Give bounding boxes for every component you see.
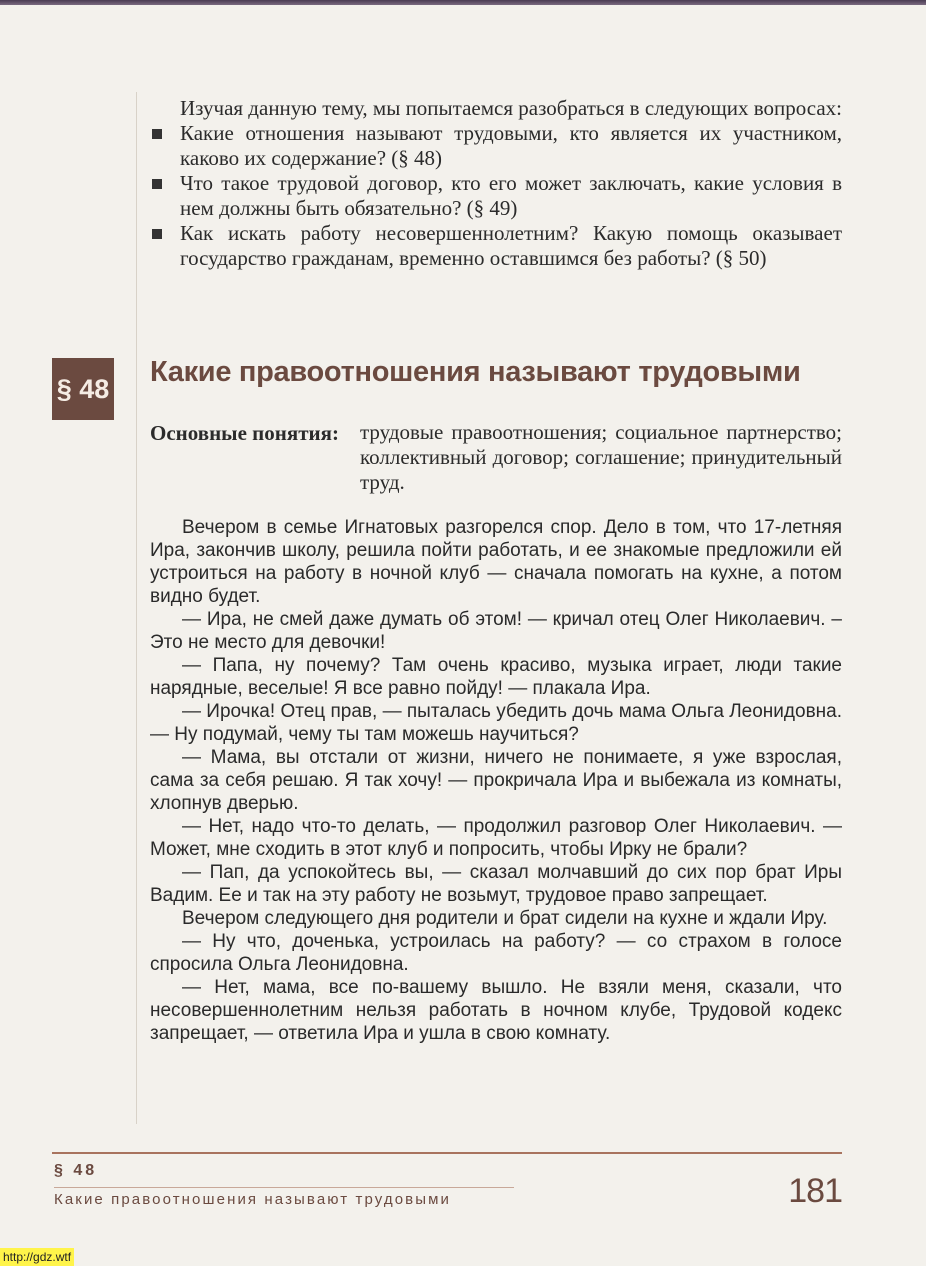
paragraph: — Нет, мама, все по-вашему вышло. Не взяли меня, сказали, что несовершеннолетним нельзя работать в ночном клубе, Трудовой кодекс запрещает, — ответила Ира и ушла в свою комнату. xyxy=(150,977,842,1044)
footer-divider-thin xyxy=(54,1187,514,1188)
section-badge: § 48 xyxy=(52,358,114,420)
list-item xyxy=(180,121,842,171)
story-text xyxy=(150,516,842,1045)
paragraph: — Пап, да успокойтесь вы, — сказал молчавший до сих пор брат Иры Вадим. Ее и так на эту работу не возьмут, трудовое право запрещает. xyxy=(150,862,842,906)
paragraph: — Мама, вы отстали от жизни, ничего не понимаете, я уже взрослая, сама за себя решаю. Я так хочу! — прокричала Ира и выбежала из комнаты, хлопнув дверью. xyxy=(150,747,842,814)
margin-line xyxy=(136,92,137,1124)
footer-section-number: § 48 xyxy=(54,1162,98,1179)
square-bullet-icon xyxy=(152,129,162,139)
paragraph: — Ирочка! Отец прав, — пыталась убедить дочь мама Ольга Леонидовна. — Ну подумай, чему ты там можешь научиться? xyxy=(150,701,842,745)
section-title: Какие правоотношения называют трудовыми xyxy=(150,356,801,388)
square-bullet-icon xyxy=(152,229,162,239)
key-concepts-label: Основные понятия: xyxy=(150,421,339,445)
question-text: Как искать работу несовершеннолетним? Какую помощь оказывает государство гражданам, временно оставшимся без работы? (§ 50) xyxy=(180,221,842,270)
paragraph: — Нет, надо что-то делать, — продолжил разговор Олег Николаевич. — Может, мне сходить в этот клуб и попросить, чтобы Ирку не брали? xyxy=(150,816,842,860)
list-item xyxy=(180,171,842,221)
footer-divider xyxy=(52,1152,842,1154)
watermark-link[interactable]: http://gdz.wtf xyxy=(0,1248,74,1266)
square-bullet-icon xyxy=(152,179,162,189)
footer-running-title: Какие правоотношения называют трудовыми xyxy=(54,1191,452,1208)
question-text: Что такое трудовой договор, кто его может заключать, какие условия в нем должны быть обязательно? (§ 49) xyxy=(180,171,842,220)
list-item xyxy=(180,221,842,271)
key-concepts-text: трудовые правоотношения; социальное партнерство; коллективный договор; соглашение; принудительный труд. xyxy=(360,420,842,494)
paragraph: Вечером следующего дня родители и брат сидели на кухне и ждали Иру. xyxy=(182,908,828,929)
intro-block xyxy=(180,96,842,271)
top-border xyxy=(0,0,926,5)
page-number: 181 xyxy=(788,1172,842,1210)
question-text: Какие отношения называют трудовыми, кто является их участником, каково их содержание? (§ 48) xyxy=(180,121,842,170)
paragraph: — Папа, ну почему? Там очень красиво, музыка играет, люди такие нарядные, веселые! Я все равно пойду! — плакала Ира. xyxy=(150,655,842,699)
intro-lead: Изучая данную тему, мы попытаемся разобраться в следующих вопросах: xyxy=(180,96,842,120)
paragraph: — Ира, не смей даже думать об этом! — кричал отец Олег Николаевич. – Это не место для девочки! xyxy=(150,609,842,653)
questions-list xyxy=(180,121,842,271)
paragraph: Вечером в семье Игнатовых разгорелся спор. Дело в том, что 17-летняя Ира, закончив школу, решила пойти работать, и ее знакомые предложили ей устроиться на работу в ночной клуб — сначала помогать на кухне, а потом видно будет. xyxy=(150,517,842,607)
paragraph: — Ну что, доченька, устроилась на работу? — со страхом в голосе спросила Ольга Леонидовна. xyxy=(150,931,842,975)
